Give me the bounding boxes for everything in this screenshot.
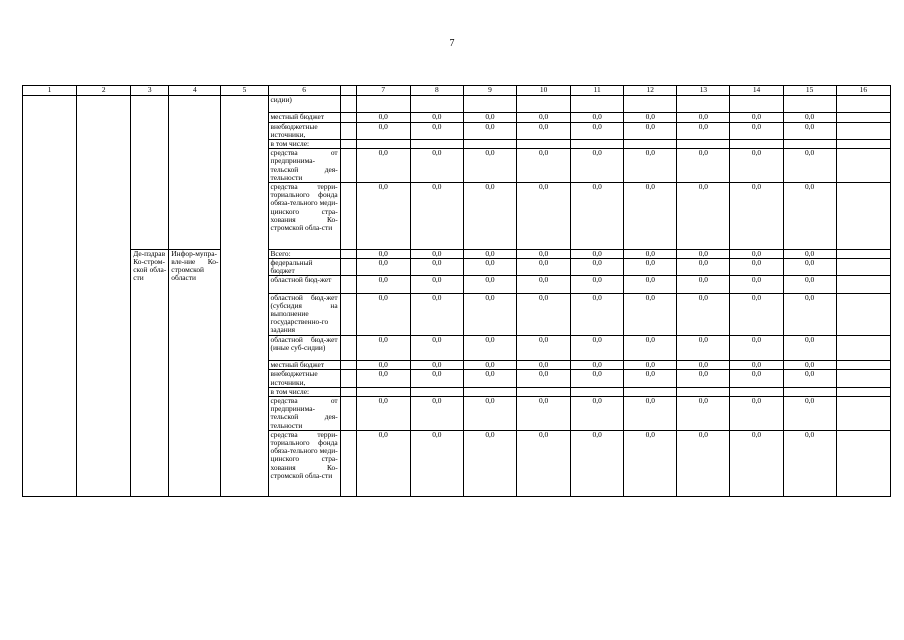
value-cell: 0,0 <box>410 183 463 250</box>
value-cell: 0,0 <box>783 430 836 497</box>
col5-cell <box>221 96 268 497</box>
value-cell: 0,0 <box>677 122 730 139</box>
value-cell: 0,0 <box>624 370 677 387</box>
value-cell: 0,0 <box>410 122 463 139</box>
value-cell: 0,0 <box>624 293 677 335</box>
value-cell: 0,0 <box>730 430 783 497</box>
value-cell: 0,0 <box>356 430 410 497</box>
value-cell: 0,0 <box>677 397 730 431</box>
value-cell: 0,0 <box>356 335 410 361</box>
column-header: 2 <box>77 86 131 96</box>
value-cell <box>517 387 571 396</box>
value-cell: 0,0 <box>624 122 677 139</box>
value-cell: 0,0 <box>677 370 730 387</box>
value-cell: 0,0 <box>571 122 624 139</box>
value-cell: 0,0 <box>624 397 677 431</box>
value-cell: 0,0 <box>783 258 836 275</box>
value-cell: 0,0 <box>410 113 463 122</box>
value-cell: 0,0 <box>356 249 410 258</box>
col16-cell <box>836 397 890 431</box>
value-cell: 0,0 <box>410 370 463 387</box>
value-cell: 0,0 <box>624 430 677 497</box>
col16-cell <box>836 113 890 122</box>
spacer-cell <box>340 293 356 335</box>
funding-source-label: средства от предпринима-тельской дея-тельности <box>268 149 340 183</box>
col16-cell <box>836 335 890 361</box>
value-cell: 0,0 <box>783 293 836 335</box>
value-cell: 0,0 <box>463 335 516 361</box>
funding-source-label: внебюджетные источники, <box>268 122 340 139</box>
value-cell: 0,0 <box>463 258 516 275</box>
value-cell: 0,0 <box>517 122 571 139</box>
col16-cell <box>836 96 890 113</box>
spacer-cell <box>340 249 356 258</box>
spacer-cell <box>340 397 356 431</box>
value-cell: 0,0 <box>356 293 410 335</box>
column-header <box>340 86 356 96</box>
value-cell: 0,0 <box>463 113 516 122</box>
value-cell: 0,0 <box>783 113 836 122</box>
value-cell: 0,0 <box>624 335 677 361</box>
value-cell <box>730 387 783 396</box>
value-cell: 0,0 <box>677 183 730 250</box>
value-cell: 0,0 <box>517 430 571 497</box>
value-cell: 0,0 <box>463 397 516 431</box>
col16-cell <box>836 122 890 139</box>
value-cell: 0,0 <box>730 249 783 258</box>
spacer-cell <box>340 140 356 149</box>
value-cell: 0,0 <box>624 276 677 293</box>
value-cell: 0,0 <box>783 397 836 431</box>
value-cell: 0,0 <box>624 149 677 183</box>
value-cell <box>730 96 783 113</box>
col16-cell <box>836 293 890 335</box>
value-cell: 0,0 <box>517 149 571 183</box>
spacer-cell <box>340 96 356 113</box>
value-cell: 0,0 <box>410 361 463 370</box>
column-header: 4 <box>169 86 221 96</box>
value-cell: 0,0 <box>571 370 624 387</box>
value-cell: 0,0 <box>463 430 516 497</box>
value-cell: 0,0 <box>410 249 463 258</box>
value-cell: 0,0 <box>783 249 836 258</box>
funding-source-label: областной бюд-жет (иные суб-сидии) <box>268 335 340 361</box>
value-cell: 0,0 <box>571 149 624 183</box>
column-header: 16 <box>836 86 890 96</box>
column-header: 13 <box>677 86 730 96</box>
value-cell: 0,0 <box>571 361 624 370</box>
table-row <box>23 249 891 258</box>
value-cell: 0,0 <box>356 370 410 387</box>
column-header: 10 <box>517 86 571 96</box>
value-cell <box>571 96 624 113</box>
value-cell: 0,0 <box>517 249 571 258</box>
funding-source-label: в том числе: <box>268 140 340 149</box>
value-cell: 0,0 <box>571 183 624 250</box>
value-cell: 0,0 <box>624 113 677 122</box>
funding-source-label: средства терри-ториального фонда обяза-тельного меди-цинского стра-хования Ко-стромской обла-сти <box>268 183 340 250</box>
column-header: 15 <box>783 86 836 96</box>
value-cell: 0,0 <box>463 183 516 250</box>
value-cell: 0,0 <box>571 397 624 431</box>
col16-cell <box>836 387 890 396</box>
value-cell <box>463 387 516 396</box>
spacer-cell <box>340 335 356 361</box>
column-header: 3 <box>131 86 169 96</box>
col16-cell <box>836 276 890 293</box>
spacer-cell <box>340 122 356 139</box>
value-cell: 0,0 <box>571 258 624 275</box>
value-cell <box>783 96 836 113</box>
value-cell: 0,0 <box>730 149 783 183</box>
value-cell: 0,0 <box>677 335 730 361</box>
value-cell <box>624 96 677 113</box>
department-cell: Де-пздрав Ко-стром-ской обла-сти <box>131 249 169 497</box>
value-cell: 0,0 <box>783 361 836 370</box>
spacer-cell <box>340 387 356 396</box>
funding-source-label: Всего: <box>268 249 340 258</box>
value-cell: 0,0 <box>624 249 677 258</box>
value-cell: 0,0 <box>730 276 783 293</box>
value-cell <box>624 140 677 149</box>
value-cell: 0,0 <box>463 276 516 293</box>
col16-cell <box>836 370 890 387</box>
spacer-cell <box>340 276 356 293</box>
value-cell: 0,0 <box>730 361 783 370</box>
value-cell <box>624 387 677 396</box>
table-row <box>23 96 891 113</box>
column-header: 5 <box>221 86 268 96</box>
value-cell: 0,0 <box>356 276 410 293</box>
value-cell: 0,0 <box>730 370 783 387</box>
value-cell: 0,0 <box>571 430 624 497</box>
value-cell: 0,0 <box>571 293 624 335</box>
value-cell: 0,0 <box>571 249 624 258</box>
spacer-cell <box>340 430 356 497</box>
value-cell: 0,0 <box>517 397 571 431</box>
spacer-cell <box>340 258 356 275</box>
value-cell: 0,0 <box>517 293 571 335</box>
column-header: 14 <box>730 86 783 96</box>
value-cell: 0,0 <box>410 149 463 183</box>
value-cell: 0,0 <box>677 113 730 122</box>
value-cell: 0,0 <box>410 335 463 361</box>
funding-source-label: средства от предпринима-тельской дея-тельности <box>268 397 340 431</box>
value-cell: 0,0 <box>410 397 463 431</box>
value-cell: 0,0 <box>624 258 677 275</box>
value-cell: 0,0 <box>730 113 783 122</box>
value-cell: 0,0 <box>463 249 516 258</box>
column-header: 6 <box>268 86 340 96</box>
col16-cell <box>836 140 890 149</box>
value-cell <box>356 140 410 149</box>
value-cell <box>783 387 836 396</box>
value-cell: 0,0 <box>730 397 783 431</box>
spacer-cell <box>340 361 356 370</box>
value-cell <box>571 387 624 396</box>
header-row <box>23 86 891 96</box>
column-header: 1 <box>23 86 77 96</box>
value-cell: 0,0 <box>677 361 730 370</box>
value-cell: 0,0 <box>571 335 624 361</box>
value-cell: 0,0 <box>356 183 410 250</box>
value-cell: 0,0 <box>356 258 410 275</box>
spacer-cell <box>340 149 356 183</box>
column-header: 11 <box>571 86 624 96</box>
value-cell: 0,0 <box>783 122 836 139</box>
value-cell: 0,0 <box>517 113 571 122</box>
col16-cell <box>836 183 890 250</box>
col16-cell <box>836 361 890 370</box>
value-cell: 0,0 <box>730 122 783 139</box>
funding-source-label: в том числе: <box>268 387 340 396</box>
spacer-cell <box>340 370 356 387</box>
value-cell <box>410 140 463 149</box>
value-cell <box>463 140 516 149</box>
col1-cell <box>23 96 77 497</box>
funding-source-label: федеральный бюджет <box>268 258 340 275</box>
spacer-cell <box>340 183 356 250</box>
funding-source-label: областной бюд-жет <box>268 276 340 293</box>
value-cell <box>783 140 836 149</box>
value-cell <box>410 96 463 113</box>
value-cell <box>571 140 624 149</box>
value-cell <box>677 387 730 396</box>
value-cell: 0,0 <box>517 276 571 293</box>
value-cell: 0,0 <box>783 370 836 387</box>
value-cell: 0,0 <box>730 293 783 335</box>
col2-cell <box>77 96 131 497</box>
funding-source-label: областной бюд-жет (субсидия на выполнение государственно-го задания <box>268 293 340 335</box>
value-cell: 0,0 <box>463 361 516 370</box>
value-cell: 0,0 <box>517 183 571 250</box>
col16-cell <box>836 149 890 183</box>
value-cell: 0,0 <box>783 149 836 183</box>
value-cell <box>677 140 730 149</box>
funding-source-label: сидии) <box>268 96 340 113</box>
value-cell: 0,0 <box>410 293 463 335</box>
value-cell <box>356 96 410 113</box>
value-cell: 0,0 <box>677 276 730 293</box>
value-cell: 0,0 <box>410 430 463 497</box>
budget-table <box>22 85 891 497</box>
value-cell <box>356 387 410 396</box>
value-cell <box>463 96 516 113</box>
executor-cell: Инфор-мупра-вле-ние Ко-стромской области <box>169 249 221 497</box>
value-cell: 0,0 <box>624 361 677 370</box>
funding-source-label: средства терри-ториального фонда обяза-тельного меди-цинского стра-хования Ко-стромской обла-сти <box>268 430 340 497</box>
column-header: 9 <box>463 86 516 96</box>
value-cell: 0,0 <box>463 122 516 139</box>
value-cell: 0,0 <box>783 276 836 293</box>
page-number: 7 <box>449 38 455 49</box>
value-cell: 0,0 <box>410 258 463 275</box>
value-cell: 0,0 <box>783 183 836 250</box>
column-header: 12 <box>624 86 677 96</box>
value-cell: 0,0 <box>677 149 730 183</box>
col16-cell <box>836 249 890 258</box>
col3-cell <box>131 96 169 250</box>
value-cell: 0,0 <box>463 293 516 335</box>
col4-cell <box>169 96 221 250</box>
value-cell <box>677 96 730 113</box>
col16-cell <box>836 258 890 275</box>
funding-source-label: местный бюджет <box>268 361 340 370</box>
value-cell: 0,0 <box>730 183 783 250</box>
value-cell: 0,0 <box>517 370 571 387</box>
value-cell: 0,0 <box>356 361 410 370</box>
funding-source-label: внебюджетные источники, <box>268 370 340 387</box>
value-cell: 0,0 <box>677 293 730 335</box>
column-header: 8 <box>410 86 463 96</box>
value-cell: 0,0 <box>730 258 783 275</box>
value-cell: 0,0 <box>677 249 730 258</box>
value-cell <box>730 140 783 149</box>
value-cell: 0,0 <box>356 397 410 431</box>
value-cell: 0,0 <box>410 276 463 293</box>
value-cell: 0,0 <box>677 430 730 497</box>
spacer-cell <box>340 113 356 122</box>
value-cell: 0,0 <box>356 149 410 183</box>
value-cell: 0,0 <box>463 149 516 183</box>
value-cell: 0,0 <box>463 370 516 387</box>
value-cell: 0,0 <box>356 122 410 139</box>
col16-cell <box>836 430 890 497</box>
value-cell <box>517 96 571 113</box>
value-cell: 0,0 <box>677 258 730 275</box>
value-cell: 0,0 <box>356 113 410 122</box>
value-cell: 0,0 <box>517 258 571 275</box>
value-cell: 0,0 <box>571 276 624 293</box>
value-cell: 0,0 <box>571 113 624 122</box>
funding-source-label: местный бюджет <box>268 113 340 122</box>
value-cell: 0,0 <box>730 335 783 361</box>
value-cell: 0,0 <box>783 335 836 361</box>
value-cell <box>517 140 571 149</box>
value-cell <box>410 387 463 396</box>
column-header: 7 <box>356 86 410 96</box>
value-cell: 0,0 <box>517 361 571 370</box>
value-cell: 0,0 <box>517 335 571 361</box>
value-cell: 0,0 <box>624 183 677 250</box>
